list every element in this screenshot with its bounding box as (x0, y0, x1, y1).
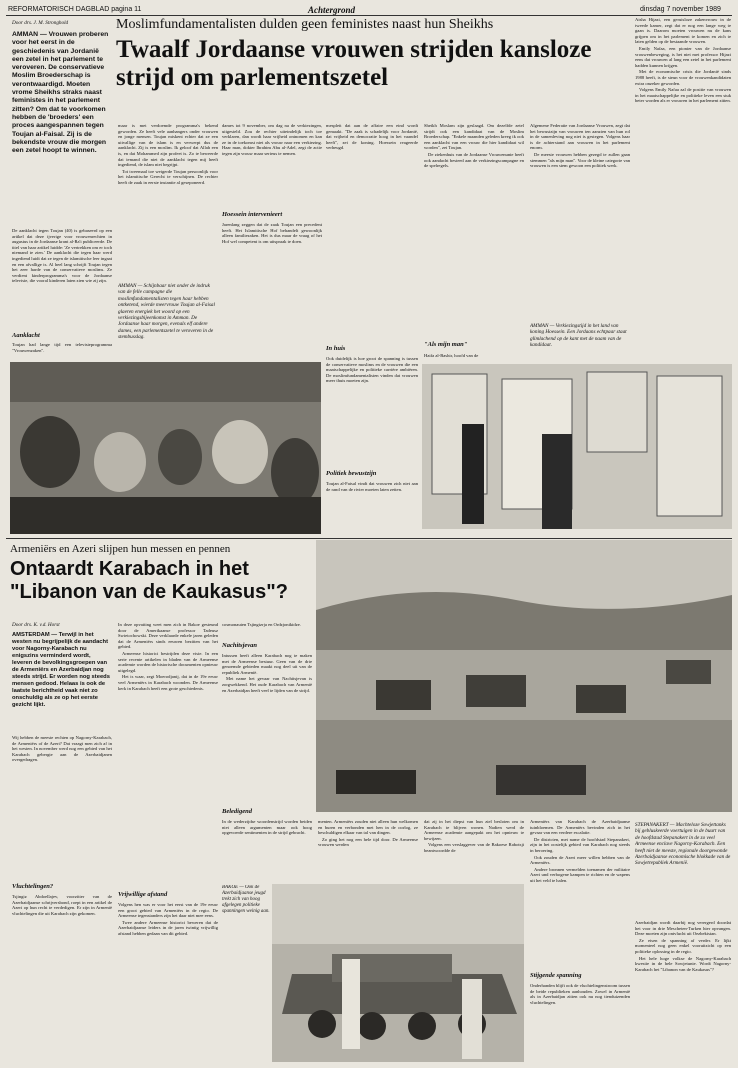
subhead-aanklacht: Aanklacht (12, 332, 40, 339)
article-divider (6, 538, 732, 539)
subhead-stijgende-spanning: Stijgende spanning (530, 972, 582, 979)
article1-col5b (424, 353, 524, 361)
photo-bakoe-children-image (272, 884, 524, 1062)
photo1-caption: AMMAN — Schijnbaar niet onder de indruk van de felle campagne die moslimfundamentalisten tegen haar hebben ontketend, wierde meervrouw Toujan al-Faisal glaeren energiek het woord op een verkiezingsbijeenkomst in Amman. De Jordaanse haar morgen, evenals elf andere dames, een parlementszetel te veroveren in de stembusslag. (118, 283, 215, 341)
body-text: Het hele hoge volkse de Nagorny-Karabach kwestie in de hele Sowjetunie. Wordt Nagorny-Karabach het "Libanon van de Kaukasus"? (635, 955, 731, 972)
body-text: Tsjingiz Abdoellajev, voorzitter van de Azerbaidjaanse schrijversbond, roept in een artikel de Azeri op hun recht te verdedigen. Er zijn in Armenië vluchtelingen die uit Karabach zijn gekomen. (12, 894, 112, 916)
article2-side-col (635, 920, 731, 1063)
body-text: Intussen heeft alleen Karabach nog te maken met de Armeense bestuur. Geen van de drie genoemde gebieden maakt nog deel uit van de republiek Armenië. (222, 653, 312, 675)
article1-byline: Door drs. J. M. Stronghold (12, 20, 69, 26)
page-header-left: REFORMATORISCH DAGBLAD pagina 11 (8, 6, 142, 13)
body-text: Met name het gevaar van Nachitsjevan is zorgwekkend. Het oude Karabach van Armenië en Azerbaidjan heeft veel te lijden van de strijd. (222, 676, 312, 693)
body-text: Toujan al-Faisal vindt dat vrouwen zich niet aan de rand van de rivier moeten laten zetten. (326, 481, 418, 492)
body-text: dames tot 9 november, om dag na de verkiezingen, uitgesteld. Zou de rechter uiteindelijk toch toe verklaren, dan wordt haar vrijheid ontnomen en kan ze in de toekomst niet als vrouw naar een verkiezing. Haar man, dokter Ibrahim Abu al-Adel, zegt de actie tegen zijn vrouw maar serieus te nemen. (222, 123, 322, 156)
article2-kicker: Armeniërs en Azeri slijpen hun messen en pennen (10, 543, 231, 555)
page-header-date: dinsdag 7 november 1989 (640, 6, 721, 13)
article1-col4c (326, 481, 418, 531)
body-text: Andere bronnen vermelden toenamen der militaire Azeri und verbogene kampen te richten en de wapens uit het veld te halen. (530, 866, 630, 883)
body-text: cosmonauten Tsjingizrja en Ordzjonikidze. (222, 622, 301, 627)
article1-lead: AMMAN — Vrouwen proberen voor het eerst in de geschiedenis van Jordanië een zetel in het parlement te veroveren. De conservatieve Moslim Broederschap is verontwaardigd. Moeten vrome Sheikhs straks naast feministes in het parlement zitten? Om dat te voorkomen hebben de 'broeders' een proces aangespannen tegen Toujan al-Faisal. Zij is de bekendste vrouw die morgen een zetel hoopt te winnen. (12, 31, 109, 155)
body-text: Volgens een verslaggever van de Bakoese Rabotsji beantwoordde de (424, 842, 524, 853)
body-text: Volgens hen was er voor het eerst van de 19e eeuw een groot gebied van Armeniërs in de regio. De Armeense tegenstanders zijn het daar niet mee eens. (118, 902, 218, 919)
article2-col6 (530, 819, 630, 969)
body-text: De districten, met name de hoofdstad Stepanakert, zijn in het oostelijk gebied van Karabach nog steeds in beroering. (530, 836, 630, 853)
photo3-caption: BAKOE — Ook de Azerbaidjaanse jeugd trekt zich van hoog afgelegen politieke spanningen weinig aan. (222, 885, 270, 914)
body-text: Azerbaidjan wordt daarbij nog verergerd doordat het voor in drie Mescheten-Turken hier opvangen. Deze moeten zijn ontvlucht uit Oezbekistan. (635, 920, 731, 937)
subhead-politiek: Politiek bewustzijn (326, 470, 377, 477)
subhead-beledigend: Beledigend (222, 808, 252, 815)
article2-col3b (222, 653, 312, 803)
article1-col1 (12, 228, 112, 328)
article1-col4b (326, 356, 418, 466)
photo-campaign-meeting-image (10, 362, 321, 534)
article2-lead: AMSTERDAM — Terwijl in het westen nu begrijpelijk de aandacht voor Nagorny-Karabach nu enigszins verminderd wordt, leveren de bevolkingsgroepen van de Armeniërs en Azerbaidjan nog steeds strijd. Er worden nog steeds mensen gedood. Helaas is ook de laatste berichtheid vaak niet zo onschuldig als ze op het eerste gezicht lijkt. (12, 632, 110, 708)
photo2-caption: AMMAN — Verkiezingstijd in het land van koning Hoessein. Een Jordaans echtpaar staat glimlachend op de kant met de naam van de kandidaat. (530, 323, 627, 349)
article1-col3b (222, 222, 322, 358)
body-text: Tot tweemaal toe weigerde Toujan persoonlijk voor het islamitische Gerecht te verschijnen. De rechter heeft de zaak in eerste instantie al geseponeerd. (118, 168, 218, 185)
body-text: In de wederzijdse woordenstrijd worden beiden niet alleen argumenten maar ook hoog opgevoerde sentimenten in de strijd gebracht. (222, 819, 312, 836)
article1-col4 (326, 123, 418, 338)
body-text: Ze eisen de spanning af verder. Er lijkt momenteel nog geen enkel vooruitzicht op een politieke oplossing in de regio. (635, 937, 731, 954)
article1-kicker: Moslimfundamentalisten dulden geen feministes naast hun Sheikhs (116, 17, 494, 32)
body-text: maar is met verdoemde programma's bekend geworden. Ze heeft vele aanhangers onder vrouwen en jonge mensen. Toujan miskent echter dat ze een uitvallige van de islam is en verwerpt dus de aanklacht. Zij is een moslim. Ik geloof dat Allah een is, en dat Mohammed zijn profeet is. Zo te beweerde dat iemand die niet de aanklacht tegen mij heeft ingediend, de islam niet begrijpt. (118, 123, 218, 168)
photo-election-posters (422, 364, 732, 529)
subhead-nachitsjevan: Nachitsjevan (222, 642, 258, 649)
article2-col3 (222, 622, 312, 640)
body-text: dat zij in het diepst van hun ziel besloten om in Karabach te blijven wonen. Nadien werd de Armeense academie aangepakt om het opnieuw te bewijzen. (424, 819, 524, 841)
body-text: De aanklacht tegen Toujan (40) is gebaseerd op een artikel dat deze ijverige voor vrouwenrechten in augustus in de Jordaanse krant al-Ra'i publiceerde. De titel van haar artikel luidde: 'Ze vertrekken om er toch niemand te zien.' De aanklacht die tegen haar werd ingediend luidt dat ze tegen de islamitische leer ingaat en een afvallige is. Al heel lang schrijft Toujan tegen het zeer harde van de conservatieve moslims. Ze verdient kinderprogramma's voor de Jordaanse televisie, die vooral kinderen laten zien wie zij zijn. (12, 228, 112, 284)
article1-col2 (118, 123, 218, 273)
body-text: Met de economische crisis die Jordanië sinds 1988 heeft, is de steun voor de vrouwenkandidaten extra onzeker geworden. (635, 69, 731, 86)
photo-campaign-meeting (10, 362, 321, 534)
body-text: Volgens Emily Nafaa zal de positie van vrouwen in het maatschappelijke en politieke leven een stuk beter worden als er vrouwen in het parlement zitten. (635, 87, 731, 104)
body-text: Twee andere Armeense historici beweren dat de Azerbaidjaanse leiders in de jaren twintig vrijwillig afstand hebben gedaan van dit gebied. (118, 919, 218, 936)
body-text: Aisha Hijazi, een geruisloze zakenvrouw in de tweede kamer, zegt dat er nog een lange weg te gaan is. Daarom moeten vrouwen nu de kans grijpen om in het parlement te komen en zich te laten gelden op de bestaande vrouwen. (635, 17, 731, 45)
body-text: Toujan had lange tijd een televisieprogramma "Vrouwenzaken". (12, 342, 112, 353)
article1-col3 (222, 123, 322, 208)
body-text: Jarenlang zeggen dat de zaak Toujan een precedent heeft. Het Islamitische Hof behandelt gewoonlijk alleen familiezaken. Het is dus maar de vraag of het Hof wel competent is om uitspraak te doen. (222, 222, 322, 244)
article2-col1 (12, 735, 112, 880)
body-text: De meeste vrouwen hebben gezegd te zullen gaan stemmen "als mijn man". Voor de kleine categorie van vrouwen is een stem gewoon een politiek werk. (530, 151, 630, 169)
article1-col5 (424, 123, 524, 303)
body-text: Ook duidelijk is hoe groot de spanning is tussen de conservatieve moslims en de vrouwen die een maatschappelijke en politieke carrière ambiëren. De moslimfundamentalisten vinden dat vrouwen meer thuis moeten zijn. (326, 356, 418, 384)
article2-col5 (424, 819, 524, 879)
subhead-als-mijn-man: "Als mijn man" (424, 341, 468, 348)
body-text: Zo ging het nog een hele tijd door. De Armeense vrouwen werden (318, 836, 418, 848)
body-text: Emily Nafaa, een pionier van de Jordaanse vrouwenbeweging, is het niet met professor Hijazi eens dat vrouwen al lang een zetel in het parlement hadden kunnen krijgen. (635, 45, 731, 68)
body-text: Sheikh Moslam zijn geslaagd. Om dezelfde zetel strijdt ook een kandidaat van de Moslim Broederschap. "Enkele maanden geleden kreeg ik ook een aanklacht van een vrouw die hier kandidaat wil worden", zei Toujan. (424, 123, 524, 151)
body-text: Het is waar, zegt Moerodjanij, dat in de 19e eeuw veel Armeniërs in Karabach woonden. De Armeense kerk in Karabach heeft een grote geschiedenis. (118, 674, 218, 691)
article1-col1b (12, 342, 112, 360)
header-rule (6, 15, 732, 16)
subhead-in-huis: In huis (326, 345, 346, 352)
photo-tanks-stepanakert (316, 540, 732, 812)
photo4-caption: STEPANAKERT — Machteloze Sowjettanks bij gebluskeerde voertuigen in de buurt van de hoofdstad Stepanakert in de zo veel Armeense enclave Nagorny-Karabach. Een heeft niet de meeste, regionale doorgewonde Azerbaidjaanse economische blokkade van de Sowjetrepubliek Armenië. (635, 822, 731, 867)
body-text: Ook zouden de Azeri meer willen hebben van de Armeniërs. (530, 854, 630, 866)
article1-col6 (530, 123, 630, 323)
article2-col4 (318, 819, 418, 879)
body-text: Haifa al-Bashir, hoofd van de (424, 353, 479, 358)
photo-bakoe-children (272, 884, 524, 1062)
subhead-hoessein: Hoessein intervenieert (222, 211, 283, 218)
article1-headline: Twaalf Jordaanse vrouwen strijden kansloze strijd om parlementszetel (116, 36, 592, 91)
article1-col7 (635, 17, 731, 362)
photo-tanks-stepanakert-image (316, 540, 732, 812)
body-text: In deze opvatting weet men zich in Bakoe gesteund door de Amerikaanse professor Tadeusz Swietochowski. Deze verklaarde enkele jaren geleden dat de Armeniërs sinds eeuwen bezitten van het gebied. (118, 622, 218, 650)
body-text: mespleit dat aan de affaire een eind wordt gemaakt. "De zaak is schadelijk voor Jordanië, dat vrijheid en democratie hoog in het vaandel heeft", zei de koning. Hoessein reageerde verheugd. (326, 123, 418, 151)
article2-col3c (222, 819, 312, 879)
body-text: menten. Armeniërs zouden niet alleen hun welkomen en buren en verbonden met hen in de oorlog, ze beschuldigen elkaar van tal van dingen. (318, 819, 418, 836)
body-text: Algemene Federatie van Jordaanse Vrouwen, zegt dat het bewustzijn van vrouwen ten aanzien van hun rol in de samenleving nog niet is gestegen. Volgens haar is de achterstand aan vrouwen in het parlement enorm. (530, 123, 630, 151)
photo-election-posters-image (422, 364, 732, 529)
subhead-vluchtelingen: Vluchtelingen? (12, 883, 54, 890)
body-text: Wij hebben de meeste rechten op Nagorny-Karabach, de Armeniërs of de Azeri? Dat vraagt men zich af in het westen. In november werd nog een gebied van het Karabach gebergte aan de Azerbaidjanen overgedragen. (12, 735, 112, 763)
article2-col2 (118, 622, 218, 887)
article2-col2b (118, 902, 218, 1062)
subhead-vrijwillige-afstand: Vrijwillige afstand (118, 891, 168, 898)
body-text: Onderhanden blijft ook de vluchtelingenstroom tussen de beide republieken aanhouden. Zowel in Armenië als in Azerbaidjan zitten ook nu nog tienduizenden vluchtelingen. (530, 983, 630, 1005)
body-text: Armeniërs van Karabach de Azerbaidjaanse tuinbloemen. De Armeniërs bevinden zich in het gevaar van een verdere escalatie. (530, 819, 630, 836)
body-text: De ziekenhuis van de Jordaanse Vrouwenunie heeft ook aandacht besteed aan de verkiezingscampagne en de spelregels. (424, 151, 524, 169)
article2-byline: Door drs. K. v.d. Horst (12, 622, 60, 628)
article2-col1b (12, 894, 112, 1062)
article2-headline: Ontaardt Karabach in het "Libanon van de Kaukasus"? (10, 558, 288, 603)
body-text: Armeense historici bestrijden deze visie. In een serie recente artikelen in bladen van de Armeense academie worden de historische documenten opnieuw uitgelegd. (118, 650, 218, 673)
section-title: Achtergrond (308, 5, 356, 15)
article2-col6b (530, 983, 630, 1063)
